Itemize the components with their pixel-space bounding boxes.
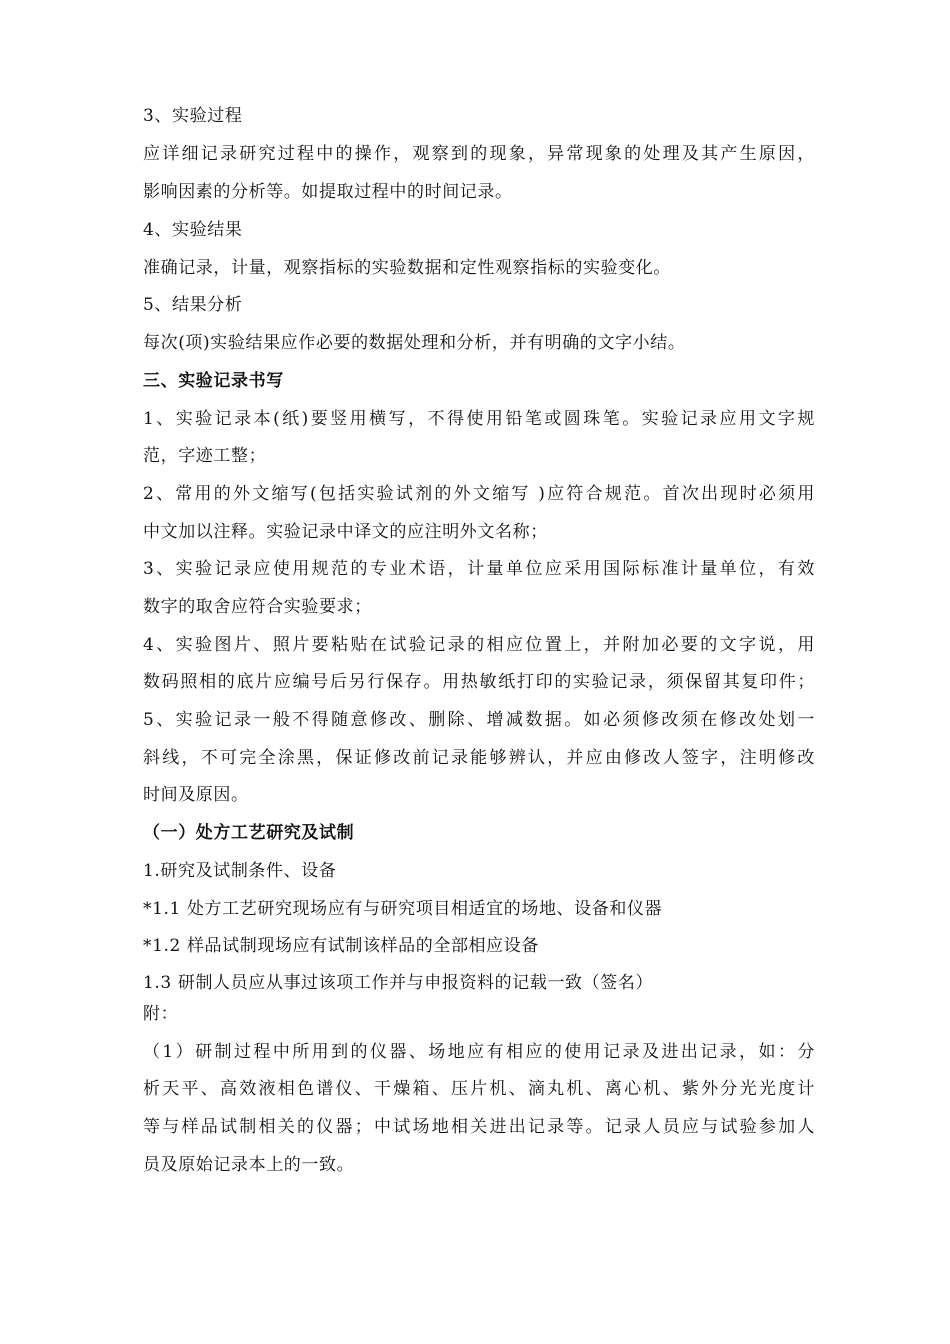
- paragraph-line: 2、常用的外文缩写(包括实验试剂的外文缩写 )应符合规范。首次出现时必须用: [143, 484, 815, 504]
- paragraph-line: 准确记录，计量，观察指标的实验数据和定性观察指标的实验变化。: [143, 258, 671, 278]
- paragraph-line: 斜线，不可完全涂黑，保证修改前记录能够辨认，并应由修改人签字，注明修改: [143, 748, 815, 768]
- section-heading-experiment-results: 4、实验结果: [143, 220, 243, 240]
- section-heading-experiment-process: 3、实验过程: [143, 106, 243, 126]
- paragraph-line: 数码照相的底片应编号后另行保存。用热敏纸打印的实验记录，须保留其复印件；: [143, 672, 815, 692]
- paragraph-line: （1）研制过程中所用到的仪器、场地应有相应的使用记录及进出记录，如：分: [143, 1042, 815, 1062]
- paragraph-line: 等与样品试制相关的仪器；中试场地相关进出记录等。记录人员应与试验参加人: [143, 1117, 815, 1137]
- paragraph-line: 中文加以注释。实验记录中译文的应注明外文名称；: [143, 522, 548, 542]
- paragraph-line: 范，字迹工整；: [143, 446, 267, 466]
- paragraph-line: 3、实验记录应使用规范的专业术语，计量单位应采用国际标准计量单位，有效: [143, 559, 815, 579]
- section-heading-result-analysis: 5、结果分析: [143, 295, 243, 315]
- paragraph-line: 员及原始记录本上的一致。: [143, 1155, 355, 1175]
- paragraph-line: 应详细记录研究过程中的操作，观察到的现象，异常现象的处理及其产生原因，: [143, 144, 815, 164]
- paragraph-line: 1、实验记录本(纸)要竖用横写，不得使用铅笔或圆珠笔。实验记录应用文字规: [143, 409, 815, 429]
- paragraph-line: 5、实验记录一般不得随意修改、删除、增减数据。如必须修改须在修改处划一: [143, 710, 815, 730]
- paragraph-line: 析天平、高效液相色谱仪、干燥箱、压片机、滴丸机、离心机、紫外分光光度计: [143, 1079, 815, 1099]
- paragraph-line: 时间及原因。: [143, 785, 249, 805]
- paragraph-line: 4、实验图片、照片要粘贴在试验记录的相应位置上，并附加必要的文字说，用: [143, 635, 815, 655]
- section-heading-formulation-process: （一）处方工艺研究及试制: [143, 823, 355, 843]
- appendix-label: 附：: [143, 1004, 179, 1024]
- paragraph-line: 1.3 研制人员应从事过该项工作并与申报资料的记载一致（签名）: [143, 973, 654, 993]
- paragraph-line: 数字的取舍应符合实验要求；: [143, 597, 372, 617]
- paragraph-line: *1.1 处方工艺研究现场应有与研究项目相适宜的场地、设备和仪器: [143, 899, 663, 919]
- paragraph-line: 每次(项)实验结果应作必要的数据处理和分析，并有明确的文字小结。: [143, 333, 686, 353]
- section-heading-record-writing: 三、实验记录书写: [143, 371, 284, 391]
- paragraph-line: *1.2 样品试制现场应有试制该样品的全部相应设备: [143, 936, 539, 956]
- paragraph-line: 影响因素的分析等。如提取过程中的时间记录。: [143, 182, 513, 202]
- paragraph-line: 1.研究及试制条件、设备: [143, 861, 337, 881]
